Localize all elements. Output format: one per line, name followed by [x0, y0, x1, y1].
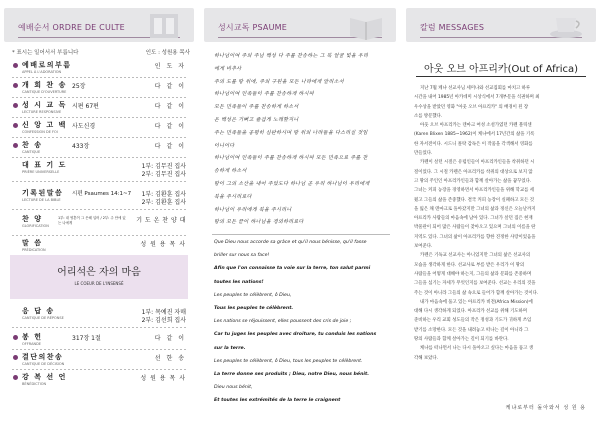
column-paragraph: [414, 298, 592, 344]
bullet-icon: [13, 143, 18, 148]
row-separator: [12, 235, 186, 236]
sermon-subtitle: LE COEUR DE L'INSENSÉ: [74, 281, 124, 286]
psalm-french-line: Tous les peuples te célèbrent.: [214, 306, 294, 311]
row-separator: [12, 209, 186, 210]
column-paragraph: [414, 251, 592, 297]
order-row: [0, 306, 198, 328]
worship-header-title: 예배순서 ORDRE DE CULTE: [18, 23, 125, 32]
order-item-sub: GLORIFICATION: [22, 224, 49, 228]
order-item-name: 강 복 선 언: [22, 373, 67, 381]
order-item-sub: CONFESSION DE FOI: [22, 130, 58, 134]
order-row: [0, 214, 198, 236]
psalm-french-line: Que Dieu nous accorde sa grâce et qu'il nous bénisse, qu'il fasse: [214, 240, 367, 245]
psalm-french-line: Les peuples te célèbrent, ô Dieu, tous les peuples te célèbrent.: [214, 358, 363, 364]
worship-order-panel: [0, 0, 198, 423]
psalm-line: 이니이다: [214, 142, 235, 149]
order-item-sub: CANTIQUE DE RÉPONSE: [22, 316, 64, 320]
psalm-french-line: Et toutes les extrémités de la terre le craignent: [214, 398, 341, 404]
order-item-name: 성 시 교 독: [22, 101, 67, 109]
psalm-french-line: toutes les nations!: [214, 279, 264, 285]
order-item-person: 1부: 목예진 자매: [141, 309, 186, 316]
order-row: [0, 352, 198, 370]
bullet-icon: [13, 123, 18, 128]
row-separator: [12, 157, 186, 158]
paragraph-line: 박물관이 되어 많은 사람들이 찾아오고 있으며 그녀의 이름을 딴: [414, 225, 536, 231]
order-item-name: 결단의찬송: [22, 353, 64, 361]
order-item-person-2: 2부: 김환훈 집사: [141, 199, 186, 206]
psalm-line: 송하게 하소서: [214, 168, 247, 175]
row-separator: [12, 137, 186, 138]
paragraph-line: 한 자서전이다. 시드니 폴락 감독은 이 작품을 각색해서 영화를: [414, 141, 533, 147]
order-item-name: 개 회 찬 송: [22, 81, 67, 89]
order-item-sub: PRÉDICATION: [22, 248, 46, 252]
paragraph-line: 시간을 내어 1985년 아카데미 시상식에서 7개부문을 석권하며 최: [414, 95, 540, 101]
sermon-title: 어리석은 자의 마음: [57, 267, 141, 278]
psalm-line: 하나님이여 주의 주님 백성 다 주를 찬송하는 그 복 얼굴 빛을 우리: [214, 53, 369, 59]
paragraph-line: 준비하는 우리 교회 성도들의 작은 정성과 기도가 귀하게 쓰임: [414, 318, 532, 324]
paragraph-line: 받기를 소망한다. 모든 것을 내려놓고 떠나는 길이 아니라 그: [414, 327, 529, 333]
service-leader: 인도 : 성원용 목사: [145, 50, 190, 56]
column-title: 아웃 오브 아프리카(Out of Africa): [423, 64, 579, 75]
paragraph-line: 지난 7월 케냐 선교사님 세미나와 선교집회를 마치고 하루: [420, 86, 531, 91]
psalm-line: 하나님이여 민족들이 주를 찬송하게 하시며: [214, 91, 314, 98]
column-paragraph: [414, 158, 592, 251]
paragraph-line: 모습을 생각하게 한다. 선교사로 부름 받은 우리가 이 땅의: [414, 262, 525, 268]
psalm-line: 하나님이 우리에게 복을 주시리니: [214, 206, 292, 213]
psalm-line: 하나님이여 민족들이 주를 찬송하게 하시며 모든 민족으로 주를 찬: [214, 155, 368, 162]
paragraph-line: 그들을 섬기는 자세가 무엇인지를 보여준다. 선교는 우리의 것을: [414, 281, 536, 287]
order-item-person: 인 도 자: [154, 63, 186, 70]
bullet-icon: [13, 375, 18, 380]
paragraph-line: 그녀는 커피 농장을 경영하면서 아프리카인들을 위해 학교를 세: [414, 188, 535, 194]
psalm-french-line: Afin que l'on connaisse ta voie sur la terre, ton salut parmi: [214, 266, 371, 272]
psalm-line: 온 백성은 기뻐고 즐겁게 노래할지니: [214, 117, 299, 123]
order-item-sub: LECTURE RESPONSIVE: [22, 110, 62, 114]
order-item-detail: 25장: [72, 83, 86, 90]
order-row: [0, 60, 198, 78]
psalm-french-line: sur la terre.: [214, 345, 246, 351]
paragraph-line: 케냐를 떠나면서 나는 다시 돌아오고 싶다는 마음을 품고 생: [420, 346, 533, 352]
paragraph-line: 고 땅의 주인인 아프리카인들과 함께 살아가는 삶을 꿈꾸었다.: [414, 178, 532, 184]
psalm-header: [204, 8, 396, 42]
order-item-person: 성 원 용 목 사: [140, 375, 186, 382]
paragraph-line: 웠고 그들의 삶을 존중했다. 결국 커피 농장이 실패하고 모든 것: [414, 197, 534, 203]
order-item-name: 예배로의부름: [22, 61, 72, 69]
order-row: [0, 188, 198, 210]
psalm-line: 주의 도를 땅 위에, 주의 구원을 모든 나라에게 알리소서: [214, 78, 344, 85]
order-item-detail: 433장: [72, 143, 90, 150]
order-item-sub: CANTIQUE DE DÉCISION: [22, 362, 65, 366]
order-row: [0, 80, 198, 98]
order-item-sub: APPEL À L'ADORATION: [22, 70, 62, 74]
message-header: [406, 8, 596, 42]
paragraph-line: 카렌은 기독교 선교사는 아니었지만 그녀의 삶은 선교사의: [420, 253, 531, 259]
psalm-french-line: La terre donne ses produits ; Dieu, notre Dieu, nous bénit.: [214, 372, 370, 377]
order-item-detail: 사도신경: [72, 123, 96, 130]
worship-header: [4, 8, 194, 42]
psalm-line: 땅이 그의 소산을 내어 주었도다 하나님 곧 우리 하나님이 우리에게: [214, 181, 370, 187]
bullet-icon: [13, 103, 18, 108]
order-item-name: 신 앙 고 백: [22, 121, 67, 129]
order-item-person: 성 원 용 목 사: [140, 241, 186, 248]
paragraph-line: 카렌이 살던 시절은 유럽인들이 아프리카인들을 착취하던 시: [420, 160, 535, 166]
order-item-person: 1부: 김무진 집사: [141, 163, 186, 170]
paragraph-line: 땅의 사람들과 함께 살아가는 길이 되기를 바란다.: [414, 337, 509, 343]
church-window-icon: [144, 10, 184, 40]
column-paragraph: [414, 344, 592, 363]
row-separator: [12, 97, 186, 98]
order-item-name: 찬 양: [22, 215, 43, 223]
order-item-sub: CANTIQUE: [22, 150, 41, 154]
order-item-sub: OFFRANDE: [22, 342, 41, 346]
paragraph-line: 사람들을 어떻게 대해야 하는지, 그들의 삶과 문화를 존중하며: [414, 271, 532, 277]
paragraph-line: 소를 방문했다.: [414, 113, 443, 119]
order-item-detail: 시편 Psaumes 14:1~7: [72, 191, 132, 197]
column-paragraph: [414, 121, 592, 158]
order-item-name: 찬 송: [22, 141, 43, 149]
order-item-name: 봉 헌: [22, 333, 43, 341]
paragraph-line: 만들었다.: [414, 151, 433, 157]
paragraph-line: 우수상을 받았던 영화 "아웃 오브 아프리카" 의 배경이 된 장: [414, 104, 529, 110]
row-separator: [12, 117, 186, 118]
psalm-panel: [200, 0, 400, 423]
psalm-line: 모든 민족들이 주를 찬송하게 하소서: [214, 104, 299, 111]
order-item-person: 다 같 이: [154, 103, 186, 110]
order-item-name: 대 표 기 도: [22, 161, 67, 169]
row-separator: [12, 77, 186, 78]
column-paragraph: [414, 84, 592, 121]
order-row: [0, 238, 198, 256]
paragraph-line: 아웃 오브 아프리카는 덴마크 여성 소설가였던 카렌 블릭센: [420, 123, 532, 129]
open-book-icon: [346, 10, 386, 40]
coffee-cup-icon: [546, 10, 586, 40]
row-separator: [12, 181, 186, 182]
paragraph-line: 지역도 있다. 그녀의 삶이 아프리카를 향한 진정한 사랑이었음을: [414, 234, 536, 240]
message-panel: [402, 0, 600, 423]
paragraph-line: 절이었다. 그 시절 카렌은 아프리카를 착취의 대상으로 보지 않: [414, 169, 533, 175]
order-item-person: 선 한 송: [154, 355, 186, 362]
order-item-sub: LECTURE DE LA BIBLE: [22, 198, 61, 202]
psalm-french-line: Les peuples te célèbrent, ô Dieu,: [214, 292, 292, 298]
order-item-name: 응 답 송: [22, 307, 55, 315]
paragraph-line: 각해 보았다.: [414, 355, 438, 361]
psalm-header-title: 성시교독 PSAUME: [218, 23, 287, 32]
psalm-line: 주는 민족들을 공평히 심판하시며 땅 위의 나라들을 다스리실 것임: [214, 129, 368, 136]
row-separator: [12, 369, 186, 370]
order-item-detail: 317장 1절: [72, 335, 101, 342]
order-item-name: 말 씀: [22, 239, 43, 247]
order-item-person: 다 같 이: [154, 83, 186, 90]
psalm-line: 에게 비추사: [214, 65, 242, 72]
paragraph-line: 을 잃은 채 덴마크로 돌아갔지만 그녀의 삶과 정신은 오늘날까지: [414, 206, 536, 212]
bullet-icon: [13, 83, 18, 88]
psalm-french-line: Les nations se réjouissent, elles poussent des cris de joie ;: [214, 319, 352, 325]
order-item-detail: 1부: 내 영혼이 그 은혜 입어 / 2부: 주 안에 있는 나에게: [58, 216, 126, 225]
psalm-french-line: Car tu juges les peuples avec droiture, tu conduis les nations: [214, 332, 377, 338]
order-row: [0, 100, 198, 118]
bullet-icon: [13, 335, 18, 340]
order-item-sub: BÉNÉDICTION: [22, 382, 47, 386]
order-item-person: 다 같 이: [154, 123, 186, 130]
order-item-sub: PRIÈRE UNIVERSELLE: [22, 170, 60, 174]
order-item-person-2: 2부: 김무진 집사: [141, 171, 186, 178]
order-item-person: 1부: 김환훈 집사: [141, 191, 186, 198]
order-item-person: 기 도 온 찬 양 대: [136, 217, 186, 224]
bullet-icon: [13, 355, 18, 360]
paragraph-line: (Karen Blixen 1885~1962)이 케냐에서 17년간의 삶을 기록: [414, 132, 535, 138]
title-underline: [416, 76, 586, 77]
order-item-name: 기록된말씀: [22, 189, 64, 197]
order-row: [0, 140, 198, 158]
paragraph-line: 보여준다.: [414, 244, 433, 250]
order-row: [0, 372, 198, 390]
order-item-person: 다 같 이: [154, 143, 186, 150]
order-row: [0, 120, 198, 138]
paragraph-line: 내가 마음속에 품고 있는 아프리카 비전(Africa Mission)에: [420, 299, 533, 305]
language-divider: [212, 234, 390, 235]
row-separator: [12, 327, 186, 328]
order-row: [0, 160, 198, 182]
order-item-person: 다 같 이: [154, 335, 186, 342]
order-item-detail: 시편 67편: [72, 103, 99, 110]
order-row: [0, 332, 198, 350]
message-header-title: 칼럼 MESSAGES: [420, 23, 485, 32]
order-item-sub: CANTIQUE D'OUVERTURE: [22, 90, 67, 94]
sermon-title-box: [10, 255, 188, 299]
row-separator: [12, 349, 186, 350]
service-note: * 표시는 일어서서 부릅니다: [12, 50, 79, 56]
order-item-person-2: 2부: 김선희 집사: [141, 317, 186, 324]
psalm-line: 땅의 모든 끝이 하나님을 경외하리로다: [214, 219, 304, 226]
psalm-french-line: briller sur nous sa face!: [214, 253, 270, 259]
psalm-line: 복을 주시리로다: [214, 193, 252, 200]
paragraph-line: 아프리카 사람들의 마음속에 남아 있다. 그녀가 살던 집은 현재: [414, 216, 533, 222]
column-signature: 케냐로부터 돌아와서 성 원 용: [505, 405, 586, 411]
paragraph-line: 대해 다시 생각하게 되었다. 아프리카 선교를 위해 기도하며: [414, 309, 527, 315]
bullet-icon: [13, 63, 18, 68]
psalm-french-line: Dieu nous bénit,: [214, 385, 253, 391]
paragraph-line: 주는 것이 아니라 그들의 삶 속으로 들어가 함께 살아가는 것이다.: [414, 290, 539, 296]
